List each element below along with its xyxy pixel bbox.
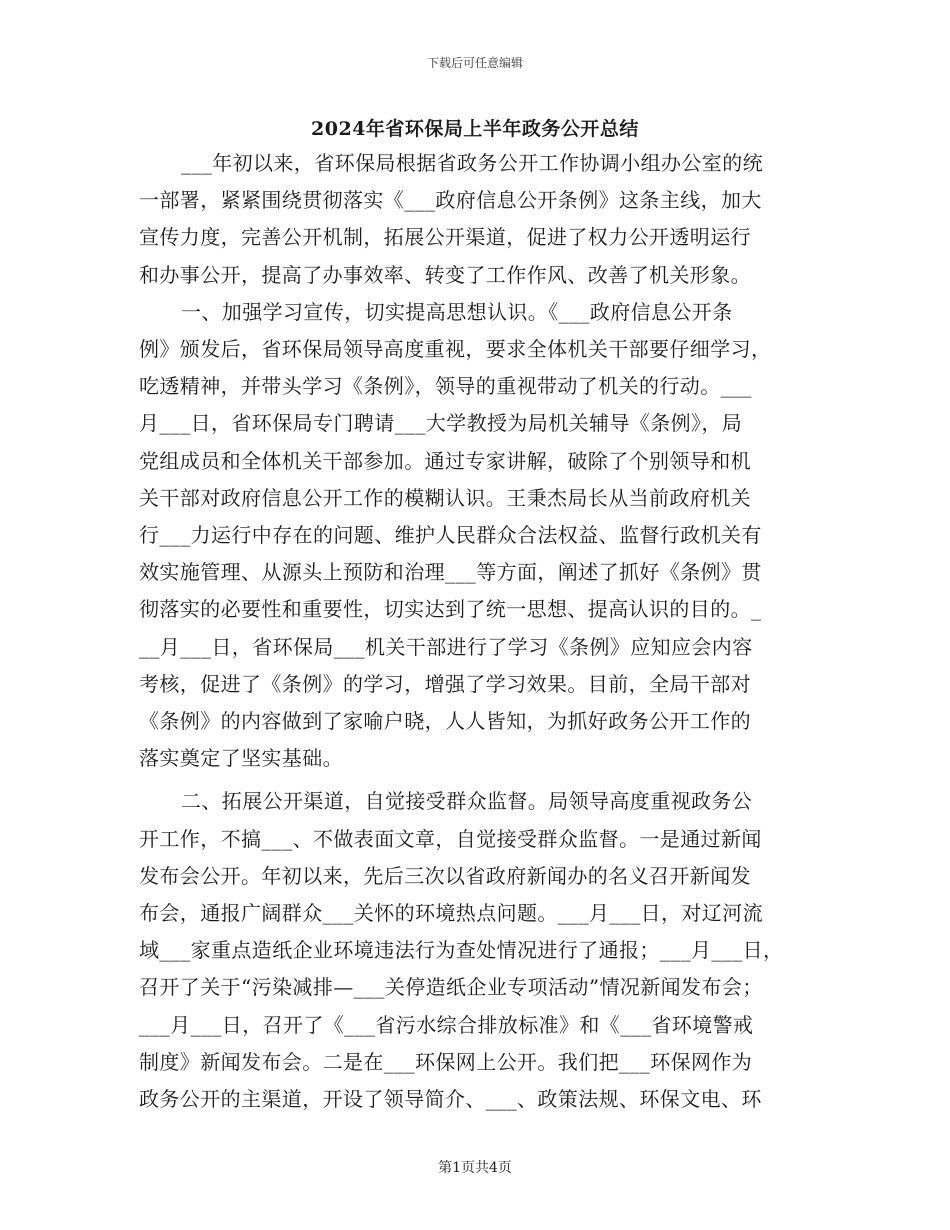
text-line: 吃透精神，并带头学习《条例》，领导的重视带动了机关的行动。___ bbox=[139, 374, 752, 399]
text-line: 《条例》的内容做到了家喻户晓，人人皆知，为抓好政务公开工作的 bbox=[139, 709, 751, 734]
text-line: 党组成员和全体机关干部参加。通过专家讲解，破除了个别领导和机 bbox=[139, 448, 751, 473]
text-line: 彻落实的必要性和重要性，切实达到了统一思想、提高认识的目的。_ bbox=[139, 597, 762, 622]
page-number-footer: 第1页共4页 bbox=[438, 1160, 512, 1176]
text-line: 二、拓展公开渠道，自觉接受群众监督。局领导高度重视政务公 bbox=[181, 789, 753, 814]
paragraph-section-two bbox=[139, 783, 811, 1118]
text-line: ___年初以来，省环保局根据省政务公开工作协调小组办公室的统 bbox=[181, 151, 763, 175]
text-line: 宣传力度，完善公开机制，拓展公开渠道，促进了权力公开透明运行 bbox=[139, 225, 751, 250]
document-title: 2024年省环保局上半年政务公开总结 bbox=[311, 118, 639, 140]
header-note: 下载后可任意编辑 bbox=[426, 56, 523, 70]
text-line: 和办事公开，提高了办事效率、转变了工作作风、改善了机关形象。 bbox=[139, 262, 751, 287]
text-line: 月___日，省环保局专门聘请___大学教授为局机关辅导《条例》，局 bbox=[139, 411, 743, 436]
text-line: 召开了关于“污染减排—___关停造纸企业专项活动”情况新闻发布会； bbox=[139, 975, 763, 1000]
text-line: 域___家重点造纸企业环境违法行为查处情况进行了通报；___月___日， bbox=[139, 938, 784, 963]
text-line: __月___日，省环保局___机关干部进行了学习《条例》应知应会内容 bbox=[139, 634, 753, 659]
text-line: 效实施管理、从源头上预防和治理___等方面，阐述了抓好《条例》贯 bbox=[139, 560, 762, 585]
text-line: 考核，促进了《条例》的学习，增强了学习效果。目前，全局干部对 bbox=[139, 671, 751, 696]
text-line: 落实奠定了坚实基础。 bbox=[139, 746, 343, 771]
text-line: ___月___日，召开了《___省污水综合排放标准》和《___省环境警戒 bbox=[139, 1012, 754, 1037]
document-body bbox=[139, 145, 811, 1118]
text-line: 制度》新闻发布会。二是在___环保网上公开。我们把___环保网作为 bbox=[139, 1049, 753, 1074]
text-line: 行___力运行中存在的问题、维护人民群众合法权益、监督行政机关有 bbox=[139, 523, 762, 548]
text-line: 一、加强学习宣传，切实提高思想认识。《___政府信息公开条 bbox=[181, 299, 733, 324]
text-line: 布会，通报广阔群众___关怀的环境热点问题。___月___日，对辽河流 bbox=[139, 901, 763, 926]
text-line: 一部署，紧紧围绕贯彻落实《___政府信息公开条例》这条主线，加大 bbox=[139, 188, 762, 213]
text-line: 发布会公开。年初以来，先后三次以省政府新闻办的名义召开新闻发 bbox=[139, 863, 751, 888]
text-line: 例》颁发后，省环保局领导高度重视，要求全体机关干部要仔细学习， bbox=[139, 337, 772, 362]
paragraph-section-one bbox=[139, 294, 811, 778]
text-line: 政务公开的主渠道，开设了领导简介、___、政策法规、环保文电、环 bbox=[139, 1087, 762, 1112]
text-line: 关干部对政府信息公开工作的模糊认识。王秉杰局长从当前政府机关 bbox=[139, 485, 751, 510]
text-line: 开工作，不搞___、不做表面文章，自觉接受群众监督。一是通过新闻 bbox=[139, 826, 762, 851]
paragraph-intro bbox=[139, 145, 811, 294]
